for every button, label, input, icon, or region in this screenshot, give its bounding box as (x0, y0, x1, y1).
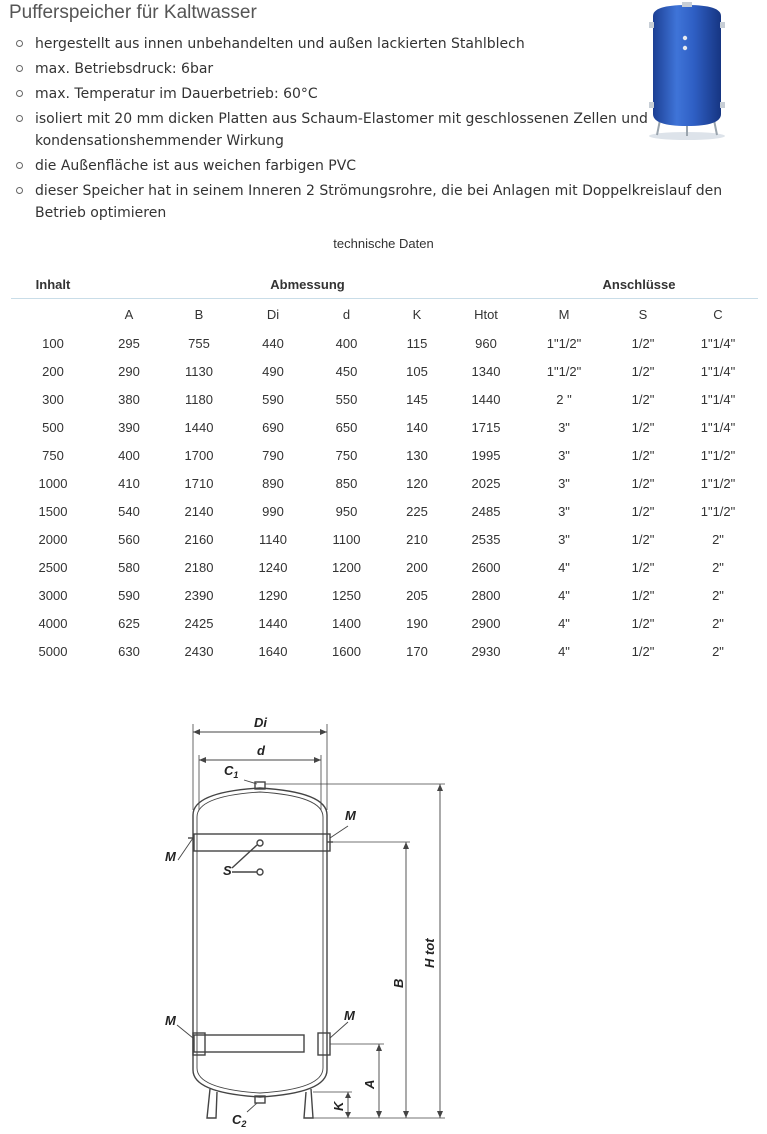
label-S: S (223, 863, 232, 878)
label-d: d (257, 743, 265, 758)
label-M-right-upper: M (345, 808, 356, 823)
label-K: K (331, 1101, 346, 1111)
group-header-abmessung: Abmessung (95, 270, 520, 299)
table-row: 1000 410 1710 890 850 120 2025 3" 1/2" 1"1/2" (38, 475, 736, 491)
table-caption: technische Daten (333, 236, 434, 251)
label-C2: $C_2$ (232, 1112, 247, 1129)
column-header: B (194, 306, 204, 322)
circle-bullet-icon (16, 90, 23, 97)
table-row: 100 295 755 440 400 115 960 1"1/2" 1/2" 1"1/4" (42, 335, 736, 351)
table-row: 1500 540 2140 990 950 225 2485 3" 1/2" 1"1/2" (38, 503, 736, 519)
table-row: 5000 630 2430 1640 1600 170 2930 4" 1/2" 2" (38, 643, 724, 659)
column-header: Htot (474, 306, 498, 322)
table-row: 2500 580 2180 1240 1200 200 2600 4" 1/2" 2" (38, 559, 724, 575)
column-header: C (713, 306, 723, 322)
group-header-row (11, 270, 758, 299)
label-C1: $C_1$ (224, 763, 239, 780)
table-row: 2000 560 2160 1140 1100 210 2535 3" 1/2" 2" (38, 531, 724, 547)
column-header (11, 299, 95, 330)
group-header-anschluesse: Anschlüsse (520, 270, 758, 299)
table-row: 300 380 1180 590 550 145 1440 2 " 1/2" 1"1/4" (42, 391, 736, 407)
column-header: d (342, 306, 351, 322)
feature-item: isoliert mit 20 mm dicken Platten aus Schaum-Elastomer mit geschlossenen Zellen und kondensationshemmender Wirkung (14, 108, 744, 152)
table-row: 4000 625 2425 1440 1400 190 2900 4" 1/2" 2" (38, 615, 724, 631)
circle-bullet-icon (16, 40, 23, 47)
circle-bullet-icon (16, 115, 23, 122)
feature-item: hergestellt aus innen unbehandelten und außen lackierten Stahlblech (14, 33, 744, 55)
circle-bullet-icon (16, 162, 23, 169)
group-header-inhalt: Inhalt (11, 270, 95, 299)
label-M-left-lower: M (165, 1013, 176, 1028)
label-M-left-upper: M (165, 849, 176, 864)
feature-list (14, 33, 744, 227)
label-Htot: H tot (422, 938, 437, 968)
circle-bullet-icon (16, 65, 23, 72)
label-A: A (362, 1079, 377, 1089)
column-header: Di (266, 306, 280, 322)
label-B: B (391, 978, 406, 988)
column-header: K (412, 306, 422, 322)
column-header: M (558, 306, 570, 322)
feature-item: die Außenfläche ist aus weichen farbigen PVC (14, 155, 744, 177)
table-row: 200 290 1130 490 450 105 1340 1"1/2" 1/2" 1"1/4" (42, 363, 736, 379)
page-title: Pufferspeicher für Kaltwasser (9, 2, 257, 23)
table-row: 500 390 1440 690 650 140 1715 3" 1/2" 1"1/4" (42, 419, 736, 435)
label-Di: Di (254, 715, 267, 730)
feature-item: max. Betriebsdruck: 6bar (14, 58, 744, 80)
feature-item: max. Temperatur im Dauerbetrieb: 60°C (14, 83, 744, 105)
circle-bullet-icon (16, 187, 23, 194)
table-row: 750 400 1700 790 750 130 1995 3" 1/2" 1"1/2" (42, 447, 736, 463)
tank-technical-drawing (0, 700, 520, 1134)
label-M-right-lower: M (344, 1008, 355, 1023)
column-header-row (11, 299, 758, 330)
column-header: S (638, 306, 648, 322)
table-row: 3000 590 2390 1290 1250 205 2800 4" 1/2" 2" (38, 587, 724, 603)
feature-item: dieser Speicher hat in seinem Inneren 2 Strömungsrohre, die bei Anlagen mit Doppelkreislauf den Betrieb optimieren (14, 180, 744, 224)
column-header: A (124, 306, 134, 322)
technical-data-table (11, 270, 758, 665)
tank-product-image (645, 2, 730, 142)
